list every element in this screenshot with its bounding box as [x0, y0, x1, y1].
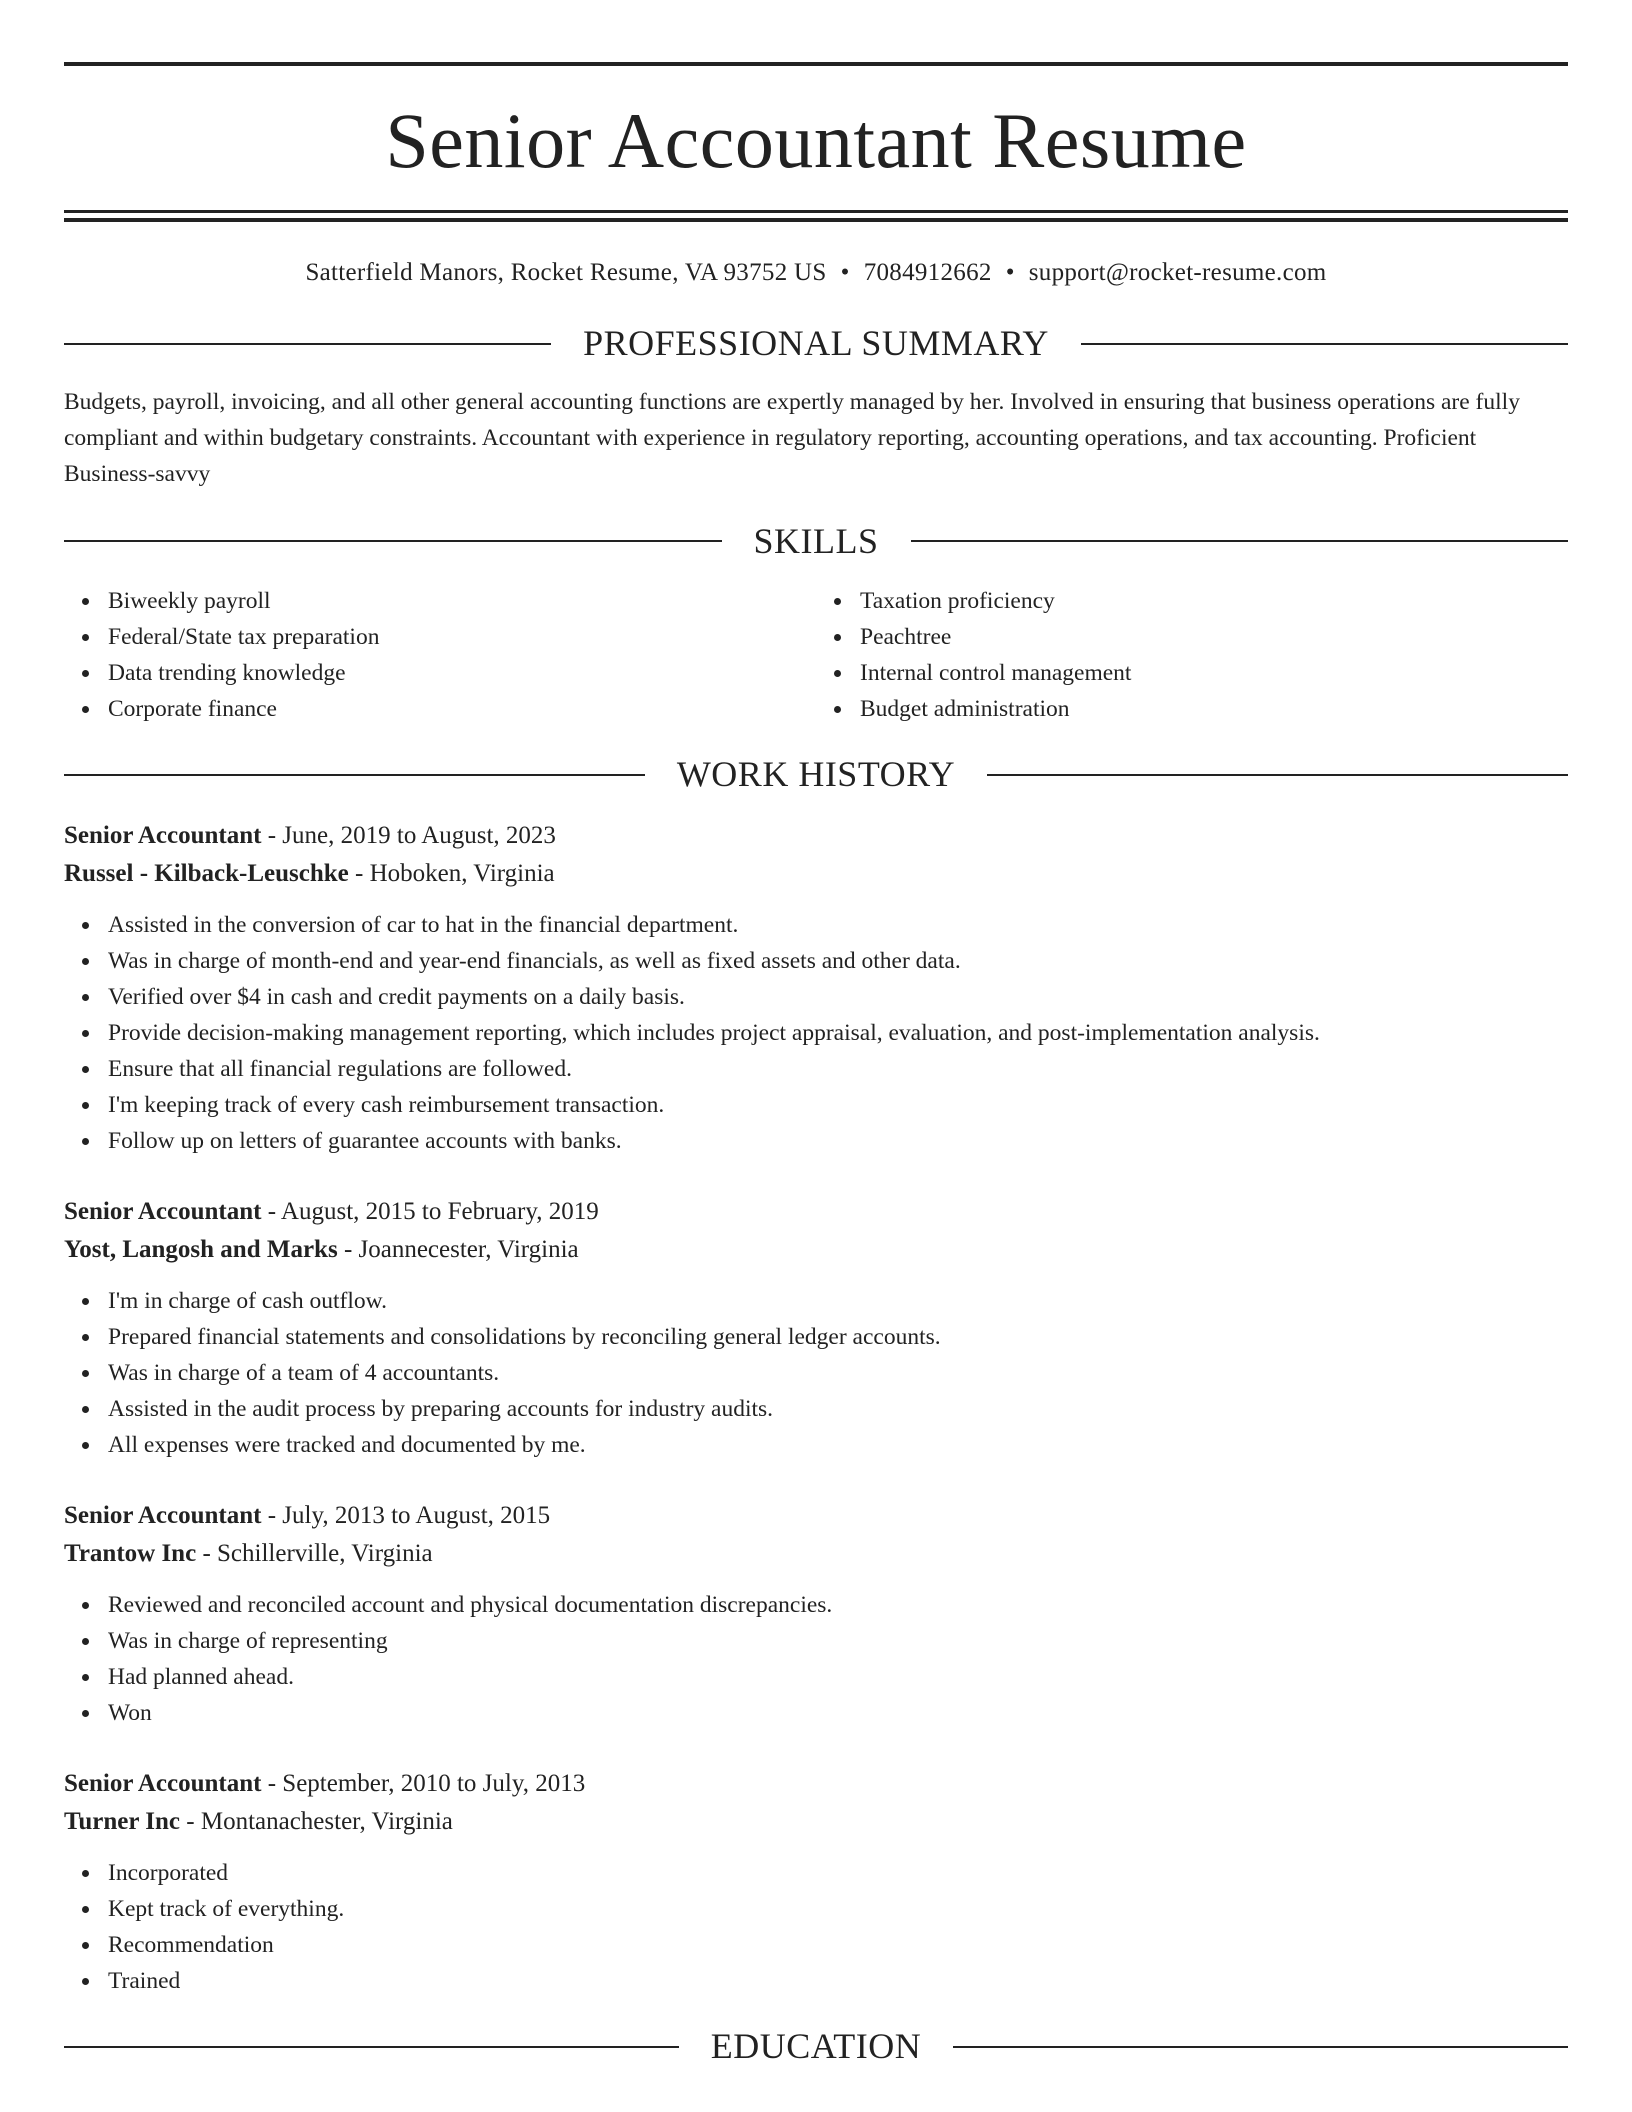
- contact-phone: 7084912662: [863, 259, 992, 286]
- contact-separator: •: [1005, 259, 1015, 286]
- job-entry: [64, 1193, 1568, 1463]
- skill-item: Corporate finance: [108, 691, 816, 727]
- job-duty: Was in charge of representing: [108, 1623, 1568, 1659]
- job-title: Senior Accountant: [64, 821, 262, 849]
- skill-item: Peachtree: [860, 619, 1568, 655]
- job-duty: All expenses were tracked and documented by me.: [108, 1427, 1568, 1463]
- job-duty: Was in charge of month-end and year-end financials, as well as fixed assets and other data.: [108, 943, 1568, 979]
- job-duty: Was in charge of a team of 4 accountants.: [108, 1355, 1568, 1391]
- job-company: Russel - Kilback-Leuschke: [64, 859, 349, 887]
- work-heading-text: WORK HISTORY: [676, 754, 956, 795]
- job-location: - Montanachester, Virginia: [180, 1807, 453, 1835]
- job-entry: [64, 817, 1568, 1159]
- job-duty: Reviewed and reconciled account and physical documentation discrepancies.: [108, 1587, 1568, 1623]
- job-duty: Kept track of everything.: [108, 1891, 1568, 1927]
- job-duty: Won: [108, 1695, 1568, 1731]
- job-duty: Recommendation: [108, 1927, 1568, 1963]
- job-duty: Follow up on letters of guarantee accounts with banks.: [108, 1123, 1568, 1159]
- job-duties: [64, 1855, 1568, 1999]
- job-duties: [64, 1587, 1568, 1731]
- contact-line: [64, 258, 1568, 288]
- job-duty: Ensure that all financial regulations are followed.: [108, 1051, 1568, 1087]
- job-duty: I'm in charge of cash outflow.: [108, 1283, 1568, 1319]
- education-heading-text: EDUCATION: [710, 2025, 922, 2066]
- skills-heading: [64, 522, 1568, 562]
- job-company: Trantow Inc: [64, 1539, 197, 1567]
- job-title-line: [64, 1497, 1568, 1535]
- top-rule: [64, 62, 1568, 66]
- skill-item: Biweekly payroll: [108, 583, 816, 619]
- heading-rule: [64, 343, 551, 345]
- job-company-line: [64, 855, 1568, 893]
- job-dates: - September, 2010 to July, 2013: [261, 1769, 586, 1797]
- heading-rule: [953, 2046, 1568, 2048]
- job-duty: Provide decision-making management reporting, which includes project appraisal, evaluation, and post-implementation analysis.: [108, 1015, 1568, 1051]
- job-duty: Assisted in the conversion of car to hat in the financial department.: [108, 907, 1568, 943]
- job-company-line: [64, 1231, 1568, 1269]
- contact-email: support@rocket-resume.com: [1028, 259, 1327, 286]
- summary-text: Budgets, payroll, invoicing, and all other general accounting functions are expertly managed by her. Involved in ensuring that business operations are fully compliant and within budgetary constraints. Accountant with experience in regulatory reporting, accounting operations, and tax accounting. Proficient Business-savvy: [64, 388, 1520, 487]
- job-company-line: [64, 1803, 1568, 1841]
- job-title-line: [64, 1193, 1568, 1231]
- contact-address: Satterfield Manors, Rocket Resume, VA 93752 US: [305, 259, 827, 286]
- job-dates: - June, 2019 to August, 2023: [261, 821, 556, 849]
- skills-heading-text: SKILLS: [753, 520, 879, 561]
- job-title: Senior Accountant: [64, 1197, 262, 1225]
- work-heading: [64, 755, 1568, 795]
- heading-rule: [987, 774, 1568, 776]
- job-location: - Hoboken, Virginia: [348, 859, 555, 887]
- heading-rule: [64, 774, 645, 776]
- job-duty: Trained: [108, 1963, 1568, 1999]
- summary-heading: [64, 324, 1568, 364]
- job-company: Yost, Langosh and Marks: [64, 1235, 338, 1263]
- skill-item: Data trending knowledge: [108, 655, 816, 691]
- job-entry: [64, 1765, 1568, 1999]
- skills-column-right: [816, 583, 1568, 727]
- job-title: Senior Accountant: [64, 1501, 262, 1529]
- skill-item: Taxation proficiency: [860, 583, 1568, 619]
- job-location: - Joannecester, Virginia: [337, 1235, 579, 1263]
- job-duties: [64, 1283, 1568, 1463]
- heading-rule: [1081, 343, 1568, 345]
- skill-item: Internal control management: [860, 655, 1568, 691]
- job-dates: - July, 2013 to August, 2015: [261, 1501, 551, 1529]
- resume-title: Senior Accountant Resume: [385, 97, 1247, 184]
- job-duty: Prepared financial statements and consolidations by reconciling general ledger accounts.: [108, 1319, 1568, 1355]
- heading-rule: [64, 540, 722, 542]
- job-duties: [64, 907, 1568, 1159]
- summary-heading-text: PROFESSIONAL SUMMARY: [583, 323, 1049, 363]
- heading-rule: [64, 2046, 679, 2048]
- skills-list: [64, 583, 1568, 727]
- title-double-rule: [64, 210, 1568, 222]
- job-title-line: [64, 817, 1568, 855]
- job-title: Senior Accountant: [64, 1769, 262, 1797]
- job-company: Turner Inc: [64, 1807, 181, 1835]
- job-duty: Assisted in the audit process by preparing accounts for industry audits.: [108, 1391, 1568, 1427]
- job-dates: - August, 2015 to February, 2019: [261, 1197, 599, 1225]
- job-title-line: [64, 1765, 1568, 1803]
- job-location: - Schillerville, Virginia: [196, 1539, 433, 1567]
- education-heading: [64, 2027, 1568, 2067]
- skill-item: Budget administration: [860, 691, 1568, 727]
- job-duty: Incorporated: [108, 1855, 1568, 1891]
- contact-separator: •: [840, 259, 850, 286]
- skill-item: Federal/State tax preparation: [108, 619, 816, 655]
- job-duty: Verified over $4 in cash and credit payments on a daily basis.: [108, 979, 1568, 1015]
- heading-rule: [911, 540, 1569, 542]
- job-company-line: [64, 1535, 1568, 1573]
- job-duty: I'm keeping track of every cash reimbursement transaction.: [108, 1087, 1568, 1123]
- skills-column-left: [64, 583, 816, 727]
- job-entry: [64, 1497, 1568, 1731]
- job-duty: Had planned ahead.: [108, 1659, 1568, 1695]
